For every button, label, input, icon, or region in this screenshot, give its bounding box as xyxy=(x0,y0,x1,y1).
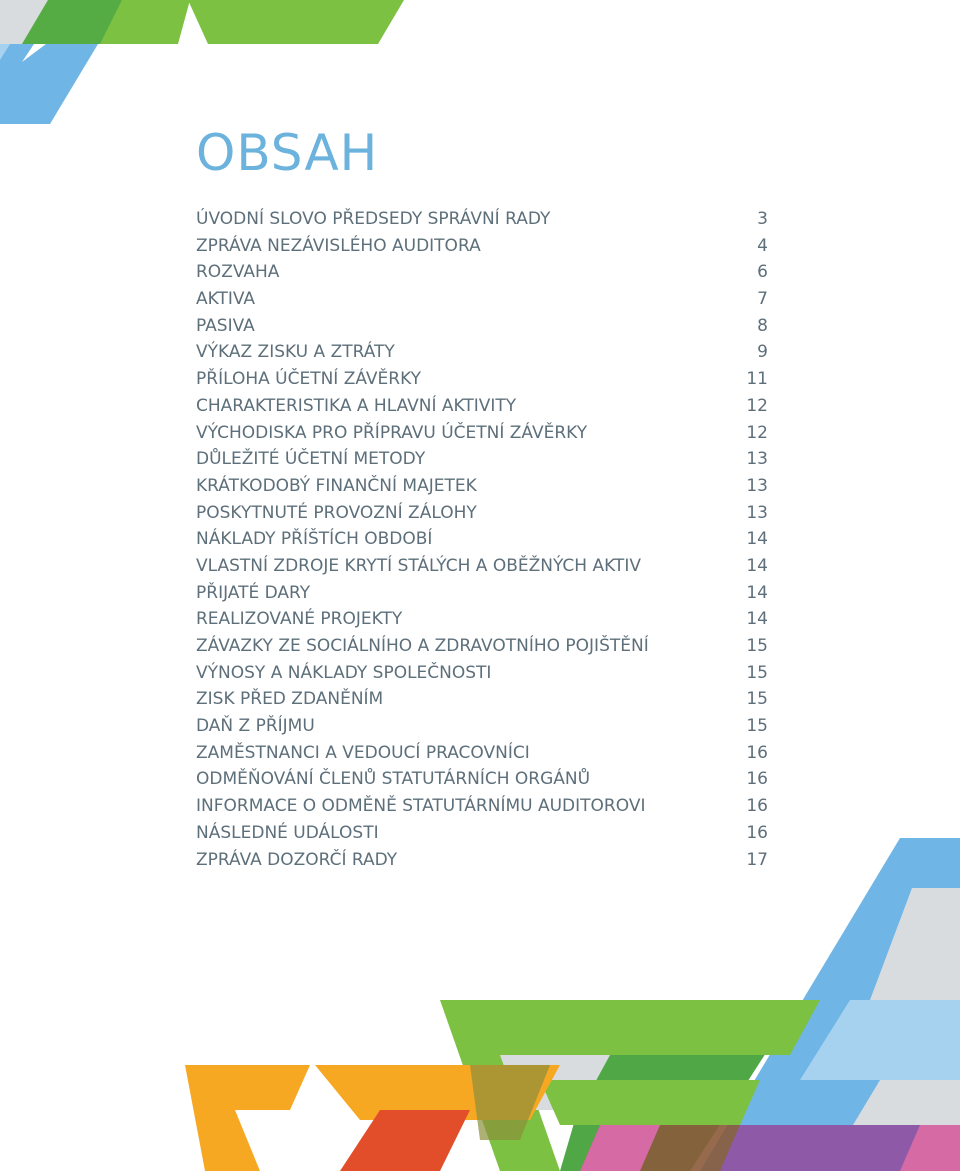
toc-entry[interactable] xyxy=(196,660,768,687)
green-lower-band-shape xyxy=(540,1080,760,1125)
toc-entry[interactable] xyxy=(196,206,768,233)
toc-entry-page-number: 13 xyxy=(746,475,768,496)
toc-entry[interactable] xyxy=(196,286,768,313)
toc-entry-page-number: 14 xyxy=(746,555,768,576)
toc-entry[interactable] xyxy=(196,740,768,767)
toc-entry-label: POSKYTNUTÉ PROVOZNÍ ZÁLOHY xyxy=(196,502,477,523)
toc-entry[interactable] xyxy=(196,820,768,847)
toc-entry[interactable] xyxy=(196,446,768,473)
toc-entry-label: CHARAKTERISTIKA A HLAVNÍ AKTIVITY xyxy=(196,395,517,416)
toc-entry-page-number: 15 xyxy=(746,689,768,710)
toc-entry-label: AKTIVA xyxy=(196,289,256,310)
toc-entry-label: ZAMĚSTNANCI A VEDOUCÍ PRACOVNÍCI xyxy=(196,742,530,763)
toc-entry[interactable] xyxy=(196,766,768,793)
toc-entry-page-number: 6 xyxy=(757,262,768,283)
toc-entry-label: VÝKAZ ZISKU A ZTRÁTY xyxy=(196,342,395,363)
toc-entry-label: DAŇ Z PŘÍJMU xyxy=(196,716,315,737)
toc-entry[interactable] xyxy=(196,500,768,527)
orange-shape xyxy=(185,1065,310,1171)
toc-entry-label: ODMĚŇOVÁNÍ ČLENŮ STATUTÁRNÍCH ORGÁNŮ xyxy=(196,769,591,790)
toc-entry-page-number: 14 xyxy=(746,609,768,630)
toc-entry-label: VLASTNÍ ZDROJE KRYTÍ STÁLÝCH A OBĚŽNÝCH AKTIV xyxy=(196,555,641,576)
toc-entry-label: INFORMACE O ODMĚNĚ STATUTÁRNÍMU AUDITOROVI xyxy=(196,796,646,817)
toc-entry[interactable] xyxy=(196,633,768,660)
toc-entry-page-number: 16 xyxy=(746,796,768,817)
toc-entry-page-number: 14 xyxy=(746,529,768,550)
toc-entry-label: PŘIJATÉ DARY xyxy=(196,582,311,603)
toc-entry[interactable] xyxy=(196,606,768,633)
toc-entry-label: ZPRÁVA DOZORČÍ RADY xyxy=(196,849,398,870)
toc-entry-page-number: 4 xyxy=(757,235,768,256)
toc-entry[interactable] xyxy=(196,339,768,366)
table-of-contents xyxy=(196,206,768,873)
toc-entry-page-number: 9 xyxy=(757,342,768,363)
toc-entry-label: NÁKLADY PŘÍŠTÍCH OBDOBÍ xyxy=(196,529,433,550)
toc-entry[interactable] xyxy=(196,313,768,340)
toc-entry-page-number: 13 xyxy=(746,449,768,470)
toc-entry-label: ZISK PŘED ZDANĚNÍM xyxy=(196,689,384,710)
toc-entry-page-number: 14 xyxy=(746,582,768,603)
toc-entry[interactable] xyxy=(196,233,768,260)
toc-entry-label: REALIZOVANÉ PROJEKTY xyxy=(196,609,403,630)
toc-entry-page-number: 12 xyxy=(746,395,768,416)
toc-entry[interactable] xyxy=(196,793,768,820)
toc-entry-page-number: 8 xyxy=(757,315,768,336)
toc-entry-label: ZPRÁVA NEZÁVISLÉHO AUDITORA xyxy=(196,235,481,256)
toc-entry-page-number: 16 xyxy=(746,742,768,763)
toc-entry[interactable] xyxy=(196,580,768,607)
toc-entry-page-number: 12 xyxy=(746,422,768,443)
toc-entry-page-number: 11 xyxy=(746,369,768,390)
toc-entry-label: ZÁVAZKY ZE SOCIÁLNÍHO A ZDRAVOTNÍHO POJIŠTĚNÍ xyxy=(196,636,649,656)
page-title: OBSAH xyxy=(196,124,379,182)
toc-entry-page-number: 3 xyxy=(757,209,768,229)
toc-entry-page-number: 15 xyxy=(746,636,768,656)
toc-entry-label: ROZVAHA xyxy=(196,262,280,283)
toc-entry[interactable] xyxy=(196,847,768,874)
toc-entry[interactable] xyxy=(196,686,768,713)
toc-entry-page-number: 15 xyxy=(746,662,768,683)
toc-entry-page-number: 13 xyxy=(746,502,768,523)
toc-entry[interactable] xyxy=(196,473,768,500)
toc-entry-page-number: 16 xyxy=(746,822,768,843)
toc-entry-label: DŮLEŽITÉ ÚČETNÍ METODY xyxy=(196,449,426,470)
toc-entry-label: PASIVA xyxy=(196,315,255,336)
toc-entry-label: VÝCHODISKA PRO PŘÍPRAVU ÚČETNÍ ZÁVĚRKY xyxy=(196,422,588,443)
toc-entry[interactable] xyxy=(196,259,768,286)
toc-entry-label: VÝNOSY A NÁKLADY SPOLEČNOSTI xyxy=(196,662,492,683)
toc-entry-page-number: 15 xyxy=(746,716,768,737)
toc-entry[interactable] xyxy=(196,420,768,447)
toc-entry[interactable] xyxy=(196,553,768,580)
toc-entry-label: NÁSLEDNÉ UDÁLOSTI xyxy=(196,822,379,843)
toc-entry-label: ÚVODNÍ SLOVO PŘEDSEDY SPRÁVNÍ RADY xyxy=(196,209,551,229)
toc-entry[interactable] xyxy=(196,393,768,420)
toc-entry[interactable] xyxy=(196,526,768,553)
toc-entry-label: KRÁTKODOBÝ FINANČNÍ MAJETEK xyxy=(196,475,477,496)
toc-entry-page-number: 7 xyxy=(757,289,768,310)
toc-entry-label: PŘÍLOHA ÚČETNÍ ZÁVĚRKY xyxy=(196,369,422,390)
toc-entry-page-number: 16 xyxy=(746,769,768,790)
toc-entry-page-number: 17 xyxy=(746,849,768,870)
toc-entry[interactable] xyxy=(196,713,768,740)
toc-entry[interactable] xyxy=(196,366,768,393)
